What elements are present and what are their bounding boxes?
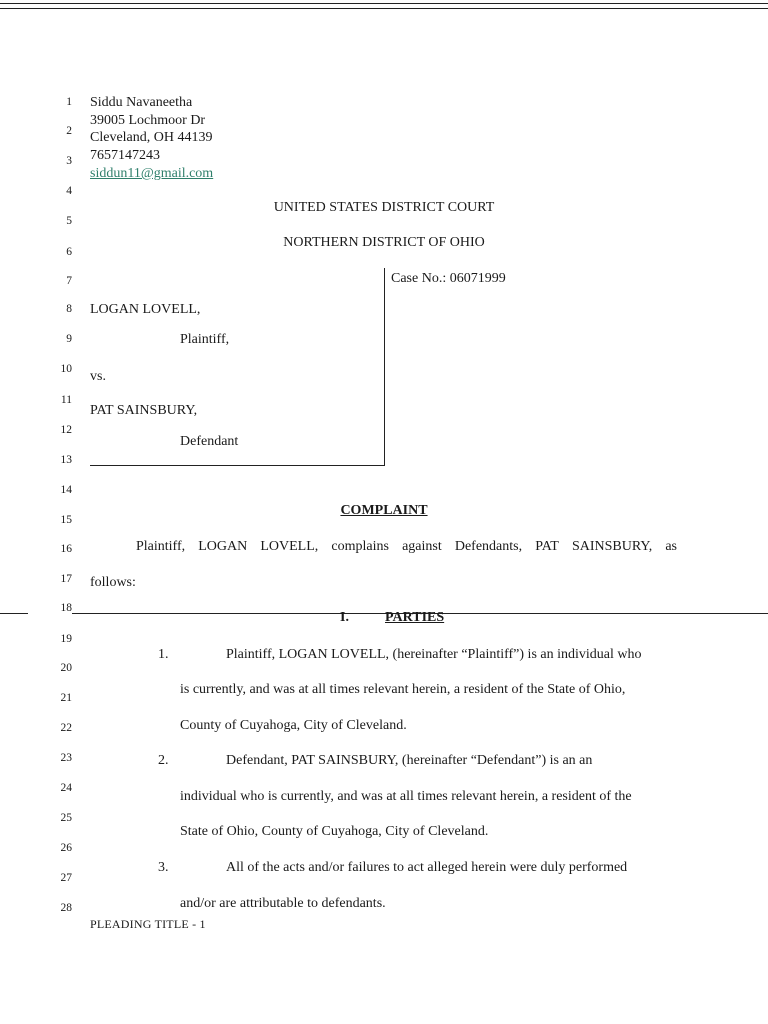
paragraph-text: Plaintiff, LOGAN LOVELL, (hereinafter “Plaintiff”) is an individual who: [226, 647, 642, 662]
case-number: Case No.: 06071999: [391, 271, 506, 286]
complaint-intro-line: [136, 539, 677, 555]
line-number: 25: [60, 812, 72, 824]
intro-word: Defendants,: [454, 539, 523, 554]
sender-street: 39005 Lochmoor Dr: [90, 113, 206, 128]
line-number: 16: [60, 543, 72, 555]
intro-word: LOGAN: [198, 539, 248, 554]
paragraph-text: All of the acts and/or failures to act alleged herein were duly performed: [226, 860, 628, 875]
line-number: 14: [60, 484, 72, 496]
section-numeral: I.: [340, 610, 349, 625]
paragraph-text: Defendant, PAT SAINSBURY, (hereinafter “Defendant”) is an an: [226, 753, 593, 768]
line-number: 27: [60, 872, 72, 884]
page-break-line: [0, 613, 28, 614]
intro-word: against: [402, 539, 442, 554]
line-number: 23: [60, 752, 72, 764]
line-number: 17: [60, 573, 72, 585]
court-district: NORTHERN DISTRICT OF OHIO: [283, 235, 485, 250]
line-number: 5: [66, 215, 72, 227]
intro-word: Plaintiff,: [136, 539, 186, 554]
court-name: UNITED STATES DISTRICT COURT: [273, 200, 495, 215]
complaint-intro-line: follows:: [90, 575, 136, 590]
top-border-line: [0, 8, 768, 9]
versus-text: vs.: [90, 369, 106, 384]
intro-word: complains: [331, 539, 389, 554]
line-number: 2: [66, 125, 72, 137]
line-number: 18: [60, 602, 72, 614]
caption-divider-vertical: [384, 268, 385, 466]
sender-name: Siddu Navaneetha: [90, 95, 193, 110]
complaint-title: COMPLAINT: [340, 503, 428, 518]
caption-divider-horizontal: [90, 465, 385, 466]
intro-word: LOVELL,: [260, 539, 319, 554]
sender-phone: 7657147243: [90, 148, 160, 163]
line-number: 6: [66, 246, 72, 258]
defendant-name: PAT SAINSBURY,: [90, 403, 198, 418]
line-number: 9: [66, 333, 72, 345]
section-title: PARTIES: [385, 610, 445, 625]
line-number: 7: [66, 275, 72, 287]
line-number: 8: [66, 303, 72, 315]
plaintiff-role: Plaintiff,: [180, 332, 230, 347]
line-number: 26: [60, 842, 72, 854]
paragraph-number: 1.: [158, 647, 169, 662]
intro-word: PAT: [535, 539, 559, 554]
line-number: 12: [60, 424, 72, 436]
sender-city: Cleveland, OH 44139: [90, 130, 213, 145]
paragraph-number: 2.: [158, 753, 169, 768]
paragraph-text: and/or are attributable to defendants.: [180, 896, 386, 911]
intro-word: SAINSBURY,: [571, 539, 653, 554]
paragraph-text: is currently, and was at all times relevant herein, a resident of the State of Ohio,: [180, 682, 626, 697]
line-number: 19: [60, 633, 72, 645]
line-number: 11: [60, 394, 72, 406]
paragraph-text: individual who is currently, and was at all times relevant herein, a resident of the: [180, 789, 632, 804]
footer-pleading-title: PLEADING TITLE - 1: [90, 917, 206, 931]
line-number: 22: [60, 722, 72, 734]
top-border-line: [0, 3, 768, 4]
plaintiff-name: LOGAN LOVELL,: [90, 302, 201, 317]
line-number: 21: [60, 692, 72, 704]
line-number: 13: [60, 454, 72, 466]
line-number: 4: [66, 185, 72, 197]
line-number: 20: [60, 662, 72, 674]
line-number: 1: [66, 96, 72, 108]
line-number: 28: [60, 902, 72, 914]
sender-email-link[interactable]: siddun11@gmail.com: [90, 166, 214, 181]
defendant-role: Defendant: [180, 434, 239, 449]
paragraph-text: State of Ohio, County of Cuyahoga, City of Cleveland.: [180, 824, 489, 839]
paragraph-number: 3.: [158, 860, 169, 875]
line-number: 10: [60, 363, 72, 375]
intro-word: as: [665, 539, 677, 554]
paragraph-text: County of Cuyahoga, City of Cleveland.: [180, 718, 407, 733]
line-number: 15: [60, 514, 72, 526]
line-number: 24: [60, 782, 72, 794]
line-number: 3: [66, 155, 72, 167]
